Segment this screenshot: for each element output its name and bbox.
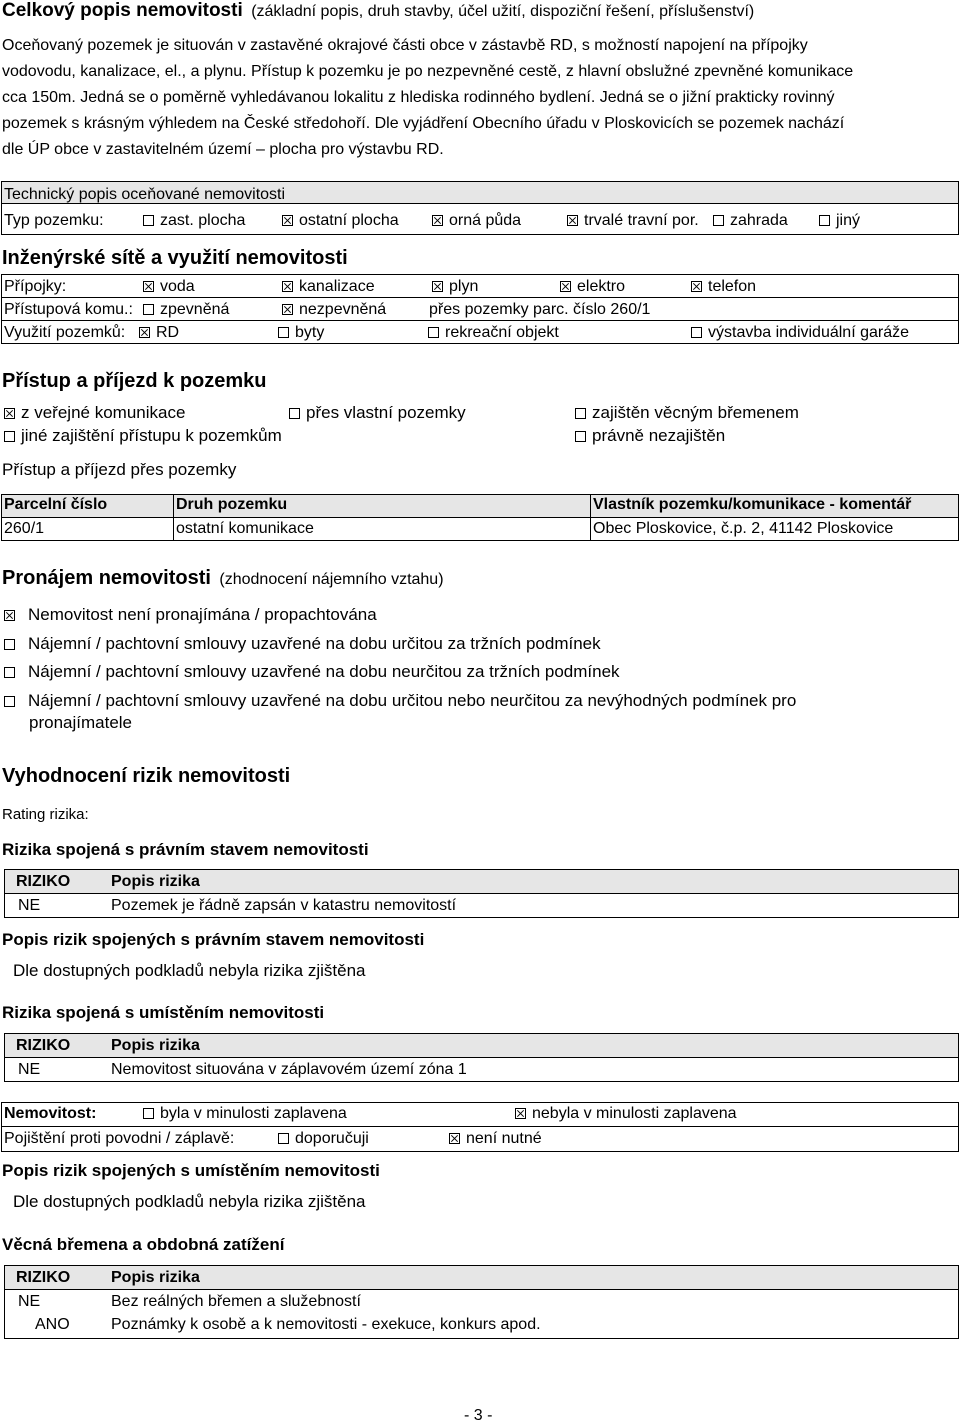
checked-checkbox-icon: [560, 281, 571, 292]
checked-checkbox-icon: [432, 281, 443, 292]
insurance-option-neni-nutne[interactable]: není nutné: [449, 1130, 542, 1148]
burden-title: Věcná břemena a obdobná zatížení: [2, 1235, 285, 1254]
flood-option-nebyla[interactable]: nebyla v minulosti zaplavena: [515, 1105, 737, 1123]
col-popis: Popis rizika: [111, 1269, 200, 1286]
checked-checkbox-icon: [4, 408, 15, 419]
type-option-trvale-travni[interactable]: trvalé travní por.: [567, 212, 699, 230]
checkbox-icon: [4, 667, 15, 678]
checkbox-icon: [278, 327, 289, 338]
connection-elektro[interactable]: elektro: [560, 278, 625, 296]
cell-parcelni-cislo: 260/1: [4, 520, 45, 537]
flood-divider: [1, 1126, 959, 1127]
type-option-zahrada[interactable]: zahrada: [713, 212, 788, 230]
general-heading: [2, 0, 754, 22]
checked-checkbox-icon: [282, 215, 293, 226]
lease-option-none[interactable]: Nemovitost není pronajímána / propachtována: [4, 605, 377, 625]
col-popis: Popis rizika: [111, 1037, 200, 1054]
insurance-label: Pojištění proti povodni / záplavě:: [4, 1130, 235, 1147]
lease-subtitle: (zhodnocení nájemního vztahu): [219, 571, 444, 588]
general-title: Celkový popis nemovitosti: [2, 0, 243, 21]
checkbox-icon: [289, 408, 300, 419]
legal-risk-title: Rizika spojená s právním stavem nemovitosti: [2, 840, 369, 859]
lease-option-urcitou[interactable]: Nájemní / pachtovní smlouvy uzavřené na dobu určitou za tržních podmínek: [4, 634, 601, 654]
technical-title: Technický popis oceňované nemovitosti: [4, 186, 286, 203]
burden-risk-desc: Poznámky k osobě a k nemovitosti - exekuce, konkurs apod.: [111, 1316, 541, 1333]
access-via-label: Přístup a příjezd přes pozemky: [2, 460, 237, 479]
connections-label: Přípojky:: [4, 278, 67, 295]
page-number: - 3 -: [464, 1407, 493, 1424]
lease-option-nevyhodne[interactable]: Nájemní / pachtovní smlouvy uzavřené na dobu určitou nebo neurčitou za nevýhodných podmínek pro: [4, 691, 796, 711]
burden-risk-value: NE: [18, 1293, 41, 1310]
checkbox-icon: [4, 431, 15, 442]
usage-rd[interactable]: RD: [139, 324, 179, 342]
access-nezpevnena[interactable]: nezpevněná: [282, 301, 386, 319]
usage-label: Využití pozemků:: [4, 324, 126, 341]
risk-title: Vyhodnocení rizik nemovitosti: [2, 765, 291, 787]
legal-risk-desc: Pozemek je řádně zapsán v katastru nemovitostí: [111, 897, 457, 914]
checked-checkbox-icon: [282, 281, 293, 292]
loc-risk-title: Rizika spojená s umístěním nemovitosti: [2, 1003, 325, 1022]
usage-rekreacni[interactable]: rekreační objekt: [428, 324, 559, 342]
connection-kanalizace[interactable]: kanalizace: [282, 278, 375, 296]
lease-heading: [2, 567, 444, 590]
utilities-title: Inženýrské sítě a využití nemovitosti: [2, 247, 348, 269]
checkbox-icon: [713, 215, 724, 226]
access-option-verejna[interactable]: z veřejné komunikace: [4, 403, 185, 423]
lease-option-cont: pronajímatele: [29, 713, 133, 732]
lease-title: Pronájem nemovitosti: [2, 567, 211, 589]
checked-checkbox-icon: [282, 304, 293, 315]
type-option-jiny[interactable]: jiný: [819, 212, 860, 230]
type-option-ostatni-plocha[interactable]: ostatní plocha: [282, 212, 399, 230]
loc-risk-desc: Nemovitost situována v záplavovém území zóna 1: [111, 1061, 467, 1078]
connection-voda[interactable]: voda: [143, 278, 195, 296]
checkbox-icon: [143, 304, 154, 315]
access-option-vlastni[interactable]: přes vlastní pozemky: [289, 403, 466, 423]
checkbox-icon: [4, 696, 15, 707]
general-paragraph: [2, 33, 958, 163]
general-line: dle ÚP obce v zastavitelném území – plocha pro výstavbu RD.: [2, 141, 444, 158]
col-popis: Popis rizika: [111, 873, 200, 890]
loc-risk-value: NE: [18, 1061, 41, 1078]
access-zpevnena[interactable]: zpevněná: [143, 301, 229, 319]
column-divider: [173, 494, 174, 541]
checkbox-icon: [819, 215, 830, 226]
access-label: Přístupová komu.:: [4, 301, 133, 318]
access-option-jine[interactable]: jiné zajištění přístupu k pozemkům: [4, 426, 282, 446]
utilities-divider: [1, 297, 959, 298]
general-line: pozemek s krásným výhledem na České středohoří. Dle vyjádření Obecního úřadu v Ploskovicích se pozemek nachází: [2, 115, 845, 132]
column-divider: [590, 494, 591, 541]
checked-checkbox-icon: [139, 327, 150, 338]
checked-checkbox-icon: [432, 215, 443, 226]
usage-byty[interactable]: byty: [278, 324, 324, 342]
checkbox-icon: [428, 327, 439, 338]
access-section-title: Přístup a příjezd k pozemku: [2, 370, 267, 392]
risk-rating-label: Rating rizika:: [2, 806, 89, 823]
checkbox-icon: [691, 327, 702, 338]
access-option-nezajisten[interactable]: právně nezajištěn: [575, 426, 725, 446]
general-line: Oceňovaný pozemek je situován v zastavěné okrajové části obce v zástavbě RD, s možností napojení na přípojky: [2, 37, 808, 54]
checked-checkbox-icon: [4, 610, 15, 621]
col-riziko: RIZIKO: [16, 1269, 71, 1286]
flood-label: Nemovitost:: [4, 1105, 97, 1122]
usage-garaz[interactable]: výstavba individuální garáže: [691, 324, 909, 342]
lease-option-neurcitou[interactable]: Nájemní / pachtovní smlouvy uzavřené na dobu neurčitou za tržních podmínek: [4, 662, 620, 682]
general-subtitle: (základní popis, druh stavby, účel užití, dispoziční řešení, příslušenství): [251, 3, 755, 20]
legal-desc-title: Popis rizik spojených s právním stavem nemovitosti: [2, 930, 425, 949]
pozemek-type-label: Typ pozemku:: [4, 212, 104, 229]
checkbox-icon: [575, 431, 586, 442]
insurance-option-doporucuji[interactable]: doporučuji: [278, 1130, 369, 1148]
connection-plyn[interactable]: plyn: [432, 278, 478, 296]
checkbox-icon: [278, 1133, 289, 1144]
checked-checkbox-icon: [449, 1133, 460, 1144]
access-note: přes pozemky parc. číslo 260/1: [429, 301, 651, 318]
connection-telefon[interactable]: telefon: [691, 278, 756, 296]
type-option-orna-puda[interactable]: orná půda: [432, 212, 521, 230]
cell-vlastnik: Obec Ploskovice, č.p. 2, 41142 Ploskovice: [593, 520, 894, 537]
checkbox-icon: [575, 408, 586, 419]
access-option-bremeno[interactable]: zajištěn věcným břemenem: [575, 403, 799, 423]
loc-desc-text: Dle dostupných podkladů nebyla rizika zjištěna: [13, 1192, 366, 1211]
general-line: cca 150m. Jedná se o poměrně vyhledávanou lokalitu z hlediska rodinného bydlení. Jedná se o jižní prakticky rovinný: [2, 89, 835, 106]
burden-risk-desc: Bez reálných břemen a služebností: [111, 1293, 361, 1310]
burden-risk-value: ANO: [35, 1316, 70, 1333]
header-parcelni-cislo: Parcelní číslo: [4, 496, 108, 513]
header-vlastnik: Vlastník pozemku/komunikace - komentář: [593, 496, 912, 513]
type-option-zast-plocha[interactable]: zast. plocha: [143, 212, 245, 230]
checked-checkbox-icon: [143, 281, 154, 292]
loc-desc-title: Popis rizik spojených s umístěním nemovitosti: [2, 1161, 380, 1180]
checkbox-icon: [143, 215, 154, 226]
checked-checkbox-icon: [567, 215, 578, 226]
col-riziko: RIZIKO: [16, 1037, 71, 1054]
col-riziko: RIZIKO: [16, 873, 71, 890]
checkbox-icon: [4, 639, 15, 650]
checked-checkbox-icon: [691, 281, 702, 292]
legal-risk-value: NE: [18, 897, 41, 914]
legal-desc-text: Dle dostupných podkladů nebyla rizika zjištěna: [13, 961, 366, 980]
header-druh-pozemku: Druh pozemku: [176, 496, 288, 513]
checked-checkbox-icon: [515, 1108, 526, 1119]
general-line: vodovodu, kanalizace, el., a plynu. Přístup k pozemku je po nezpevněné cestě, z hlavní obslužné zpevněné komunikace: [2, 63, 854, 80]
cell-druh-pozemku: ostatní komunikace: [176, 520, 314, 537]
checkbox-icon: [143, 1108, 154, 1119]
utilities-divider: [1, 320, 959, 321]
flood-option-byla[interactable]: byla v minulosti zaplavena: [143, 1105, 347, 1123]
